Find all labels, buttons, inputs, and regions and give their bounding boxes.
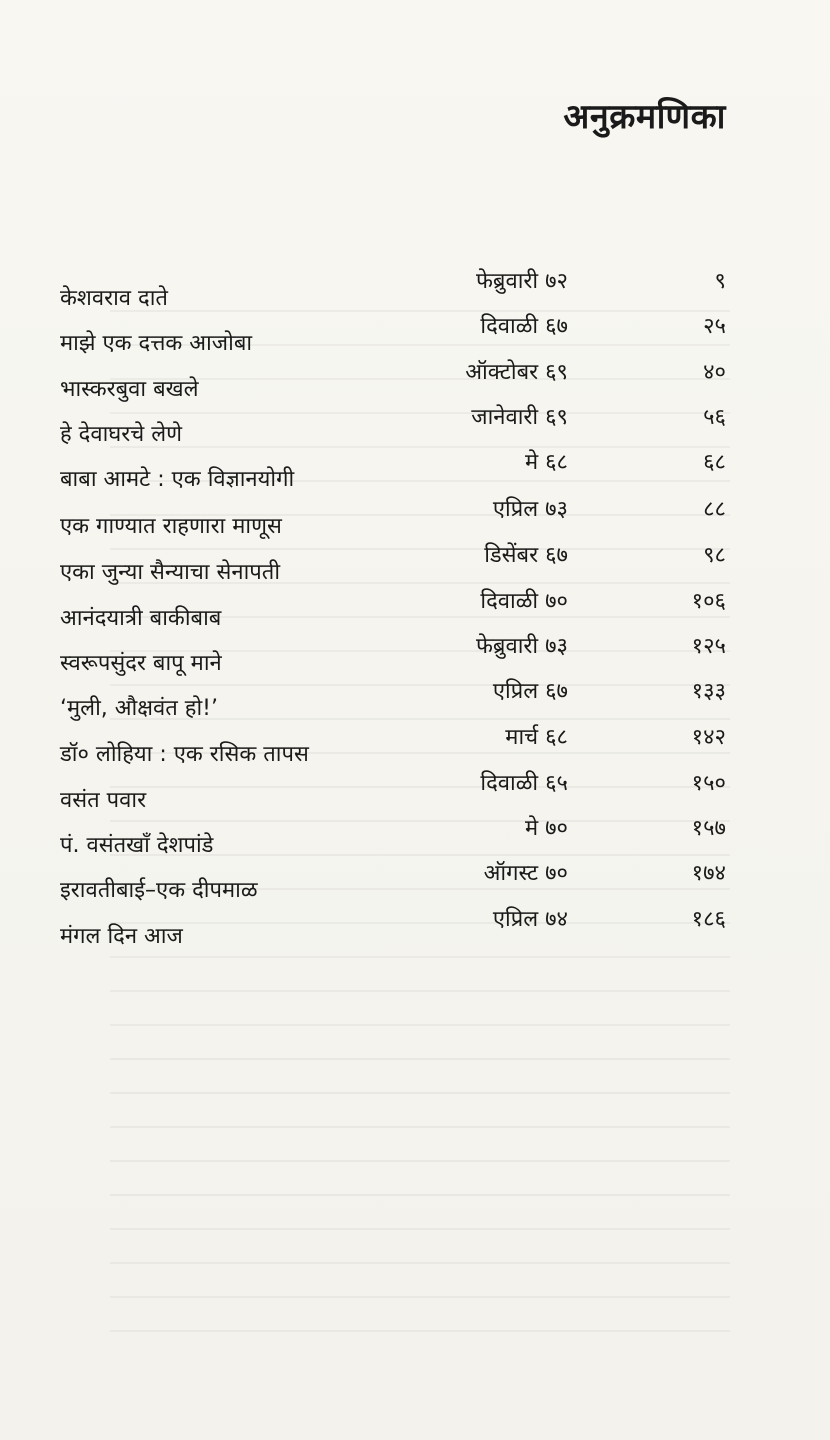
entry-page-number: ९८	[703, 543, 726, 568]
entry-title: बाबा आमटे : एक विज्ञानयोगी	[60, 467, 295, 492]
entry-title: एका जुन्या सैन्याचा सेनापती	[60, 560, 281, 585]
entry-title: हे देवाघरचे लेणे	[60, 422, 183, 447]
entry-page-number: १४२	[691, 725, 726, 750]
toc-entry	[0, 907, 830, 964]
entry-title: मंगल दिन आज	[60, 924, 183, 949]
entry-date: एप्रिल ७३	[492, 497, 568, 522]
entry-page-number: ८८	[703, 497, 726, 522]
entry-date: ऑक्टोबर ६९	[465, 360, 568, 385]
entry-date: मार्च ६८	[505, 725, 568, 750]
entry-page-number: १३३	[691, 679, 726, 704]
entry-date: फेब्रुवारी ७३	[475, 634, 568, 659]
entry-date: दिवाळी ६७	[480, 314, 568, 339]
entry-page-number: ९	[714, 269, 726, 294]
entry-date: एप्रिल ६७	[492, 679, 568, 704]
entry-date: दिवाळी ६५	[480, 771, 568, 796]
entry-title: डॉ० लोहिया : एक रसिक तापस	[60, 742, 309, 767]
entry-page-number: ५६	[703, 405, 726, 430]
entry-date: एप्रिल ७४	[492, 907, 568, 932]
entry-title: ‘मुली, औक्षवंत हो!’	[60, 696, 218, 721]
entry-page-number: ६८	[703, 450, 726, 475]
entry-page-number: ४०	[703, 360, 726, 385]
entry-date: दिवाळी ७०	[480, 589, 568, 614]
entry-page-number: २५	[703, 314, 726, 339]
entry-page-number: १०६	[691, 589, 726, 614]
entry-page-number: १५०	[691, 771, 726, 796]
entry-page-number: १८६	[691, 907, 726, 932]
entry-page-number: १७४	[691, 861, 726, 886]
entry-date: मे ७०	[524, 816, 568, 841]
entry-page-number: १५७	[691, 816, 726, 841]
entry-title: एक गाण्यात राहणारा माणूस	[60, 514, 282, 539]
entry-title: स्वरूपसुंदर बापू माने	[60, 651, 222, 676]
page-title: अनुक्रमणिका	[563, 97, 726, 137]
entry-date: मे ६८	[524, 450, 568, 475]
entry-title: केशवराव दाते	[60, 286, 168, 311]
entry-date: ऑगस्ट ७०	[483, 861, 568, 886]
entry-title: माझे एक दत्तक आजोबा	[60, 331, 253, 356]
entry-page-number: १२५	[691, 634, 726, 659]
entry-title: आनंदयात्री बाकीबाब	[60, 606, 222, 631]
entry-title: इरावतीबाई–एक दीपमाळ	[60, 878, 258, 903]
entry-date: डिसेंबर ६७	[484, 543, 568, 568]
entry-date: जानेवारी ६९	[471, 405, 568, 430]
entry-title: पं. वसंतखाँ देशपांडे	[60, 833, 214, 858]
entry-title: वसंत पवार	[60, 788, 147, 813]
entry-date: फेब्रुवारी ७२	[475, 269, 568, 294]
entry-title: भास्करबुवा बखले	[60, 377, 199, 402]
